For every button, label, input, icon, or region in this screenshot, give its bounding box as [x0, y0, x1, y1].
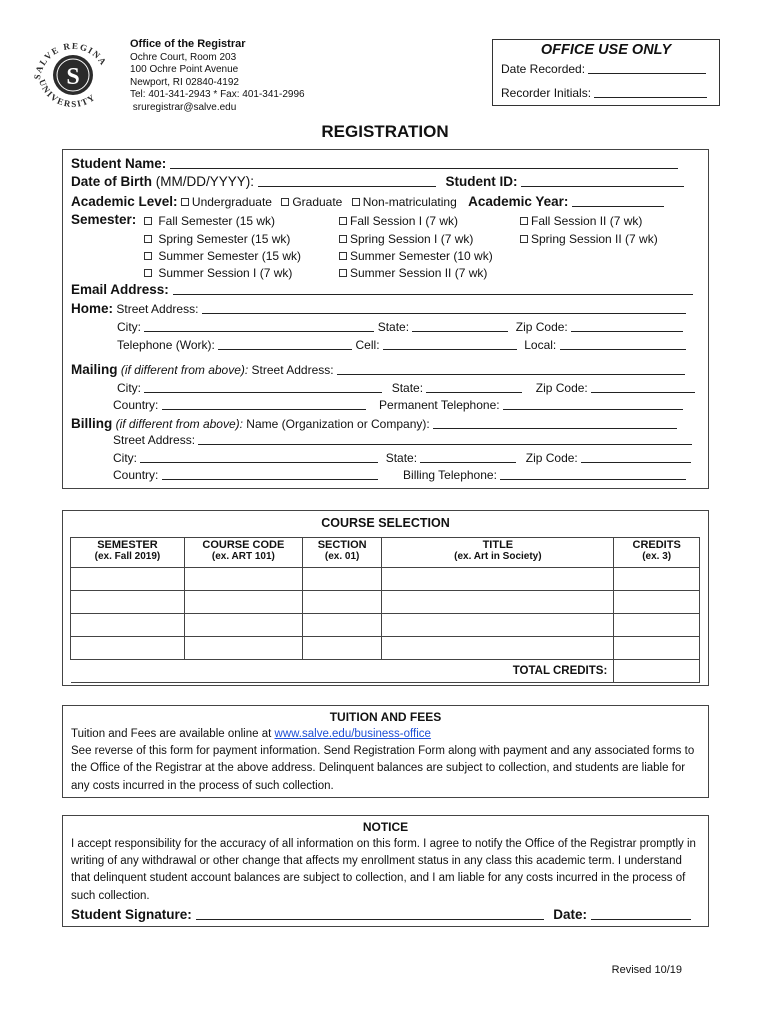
academic-year-field[interactable]	[572, 196, 664, 207]
semester-checkbox[interactable]	[339, 252, 347, 260]
mailing-country-field[interactable]	[162, 399, 366, 410]
course-code-cell[interactable]	[184, 614, 302, 637]
credits-cell[interactable]	[614, 568, 700, 591]
course-code-cell[interactable]	[184, 591, 302, 614]
semester-checkbox[interactable]	[520, 235, 528, 243]
billing-state-field[interactable]	[420, 452, 516, 463]
section-cell[interactable]	[302, 568, 382, 591]
mailing-label: Mailing	[71, 362, 118, 377]
course-selection-section	[62, 510, 709, 686]
mailing-street-field[interactable]	[337, 364, 685, 375]
form-title: REGISTRATION	[321, 122, 449, 141]
undergraduate-checkbox[interactable]	[181, 198, 189, 206]
semester-checkbox[interactable]	[339, 235, 347, 243]
title-cell[interactable]	[382, 568, 614, 591]
semester-checkbox[interactable]	[144, 252, 152, 260]
graduate-checkbox[interactable]	[281, 198, 289, 206]
billing-name-label: Name (Organization or Company):	[242, 417, 430, 431]
notice-heading: NOTICE	[362, 820, 409, 834]
tuition-line1: Tuition and Fees are available online at	[71, 728, 275, 740]
business-office-link[interactable]: www.salve.edu/business-office	[274, 728, 431, 740]
billing-telephone-label: Billing Telephone:	[403, 468, 497, 482]
semester-label: Semester:	[71, 212, 137, 227]
title-cell[interactable]	[382, 637, 614, 660]
student-signature-label: Student Signature:	[71, 906, 192, 922]
billing-city-field[interactable]	[140, 452, 378, 463]
semester-option-label: Summer Semester (10 wk)	[350, 249, 493, 263]
mailing-state-field[interactable]	[426, 382, 522, 393]
academic-level-label: Academic Level:	[71, 194, 178, 209]
course-table-header-row	[71, 538, 700, 568]
home-state-field[interactable]	[412, 321, 508, 332]
office-phone-line: Tel: 401-341-2943 * Fax: 401-341-2996	[130, 89, 305, 100]
semester-option-label: Fall Semester (15 wk)	[158, 214, 276, 228]
notice-body: I accept responsibility for the accuracy of all information on this form. I agree to notify the Office of the Registrar promptly in writing of any withdrawal or other change that affects my enrollment status in any class this academic term. I understand that delinquent student account balances are subject to collection, and I am liable for any costs incurred in the process of such collection.	[71, 838, 696, 902]
office-email: sruregistrar@salve.edu	[130, 101, 237, 113]
home-street-field[interactable]	[202, 303, 686, 314]
student-info-section	[62, 149, 709, 489]
office-address-line: Newport, RI 02840-4192	[130, 76, 239, 88]
home-label: Home:	[71, 301, 114, 316]
semester-checkbox[interactable]	[520, 217, 528, 225]
section-cell[interactable]	[302, 637, 382, 660]
column-header-course-code: COURSE CODE (ex. ART 101)	[184, 538, 302, 568]
university-seal-logo	[30, 32, 116, 118]
credits-cell[interactable]	[614, 637, 700, 660]
mailing-country-label: Country:	[113, 398, 159, 412]
graduate-label: Graduate	[292, 195, 343, 209]
billing-label: Billing	[71, 416, 113, 431]
office-use-heading: OFFICE USE ONLY	[540, 42, 672, 58]
mailing-city-label: City:	[117, 381, 141, 395]
semester-option-label: Fall Session I (7 wk)	[350, 214, 459, 228]
column-header-title: TITLE (ex. Art in Society)	[382, 538, 614, 568]
notice-section	[62, 815, 709, 927]
undergraduate-label: Undergraduate	[191, 195, 272, 209]
home-city-field[interactable]	[144, 321, 374, 332]
title-cell[interactable]	[382, 614, 614, 637]
billing-state-label: State:	[385, 451, 418, 465]
semester-option-label: Summer Session I (7 wk)	[158, 266, 293, 280]
column-header-section: SECTION (ex. 01)	[302, 538, 382, 568]
revision-date: Revised 10/19	[611, 964, 682, 976]
svg-text:UNIVERSITY: UNIVERSITY	[37, 77, 98, 110]
dob-format: (MM/DD/YYYY):	[152, 174, 255, 189]
total-credits-label: TOTAL CREDITS:	[71, 660, 614, 683]
home-zip-field[interactable]	[571, 321, 683, 332]
office-title: Office of the Registrar	[130, 38, 246, 50]
billing-name-field[interactable]	[433, 418, 677, 429]
semester-option-label: Spring Session I (7 wk)	[350, 232, 474, 246]
billing-zip-field[interactable]	[581, 452, 691, 463]
mailing-permanent-telephone-label: Permanent Telephone:	[379, 398, 500, 412]
semester-cell[interactable]	[71, 614, 185, 637]
office-use-only-box	[492, 39, 720, 106]
home-cell-field[interactable]	[383, 339, 517, 350]
semester-cell[interactable]	[71, 637, 185, 660]
credits-cell[interactable]	[614, 614, 700, 637]
semester-option-label: Spring Semester (15 wk)	[158, 232, 291, 246]
billing-qualifier: (if different from above):	[112, 417, 243, 431]
tuition-body: See reverse of this form for payment information. Send Registration Form along with payment and any associated forms to the Office of the Registrar at the above address. Delinquent balances are subject to collection, and students are liable for any costs incurred in the process of such collection.	[71, 745, 695, 792]
home-local-label: Local:	[524, 338, 557, 352]
tuition-heading: TUITION AND FEES	[329, 710, 442, 724]
registrar-contact-block	[130, 38, 305, 114]
mailing-street-label: Street Address:	[248, 363, 334, 377]
column-header-credits: CREDITS (ex. 3)	[614, 538, 700, 568]
column-header-semester: SEMESTER (ex. Fall 2019)	[71, 538, 185, 568]
total-credits-cell[interactable]	[614, 660, 700, 683]
mailing-zip-field[interactable]	[591, 382, 695, 393]
non-matriculating-checkbox[interactable]	[352, 198, 360, 206]
semester-cell[interactable]	[71, 568, 185, 591]
table-row	[71, 614, 700, 637]
signature-date-field[interactable]	[591, 907, 691, 920]
recorder-initials-field[interactable]	[594, 87, 707, 98]
svg-text:SALVE REGINA: SALVE REGINA	[32, 40, 110, 81]
semester-checkbox[interactable]	[144, 217, 152, 225]
office-address-line: Ochre Court, Room 203	[130, 51, 237, 63]
credits-cell[interactable]	[614, 591, 700, 614]
signature-date-label: Date:	[553, 906, 588, 922]
total-credits-row	[71, 660, 700, 683]
dob-label: Date of Birth	[71, 174, 152, 189]
office-address-line: 100 Ochre Point Avenue	[130, 64, 239, 75]
section-cell[interactable]	[302, 614, 382, 637]
non-matriculating-label: Non-matriculating	[362, 195, 457, 209]
semester-option-label: Fall Session II (7 wk)	[531, 214, 643, 228]
student-id-label: Student ID:	[445, 174, 518, 189]
course-code-cell[interactable]	[184, 637, 302, 660]
billing-zip-label: Zip Code:	[525, 451, 578, 465]
semester-checkbox[interactable]	[144, 235, 152, 243]
billing-street-field[interactable]	[198, 434, 692, 445]
table-row	[71, 568, 700, 591]
mailing-state-label: State:	[391, 381, 424, 395]
course-table	[70, 537, 700, 683]
billing-country-label: Country:	[113, 468, 159, 482]
mailing-zip-label: Zip Code:	[535, 381, 588, 395]
home-street-label: Street Address:	[116, 302, 199, 316]
email-field[interactable]	[173, 284, 693, 295]
academic-year-label: Academic Year:	[468, 194, 569, 209]
mailing-qualifier: (if different from above):	[117, 363, 249, 377]
home-telephone-work-field[interactable]	[218, 339, 352, 350]
table-row	[71, 591, 700, 614]
mailing-permanent-telephone-field[interactable]	[503, 399, 683, 410]
home-local-field[interactable]	[560, 339, 686, 350]
tuition-and-fees-section	[62, 705, 709, 798]
home-cell-label: Cell:	[355, 338, 380, 352]
dob-field[interactable]	[258, 176, 436, 187]
recorder-initials-label: Recorder Initials:	[501, 86, 592, 100]
home-city-label: City:	[117, 320, 141, 334]
title-cell[interactable]	[382, 591, 614, 614]
mailing-city-field[interactable]	[144, 382, 382, 393]
home-state-label: State:	[377, 320, 410, 334]
semester-checkbox[interactable]	[339, 269, 347, 277]
student-id-field[interactable]	[521, 176, 684, 187]
home-zip-label: Zip Code:	[515, 320, 568, 334]
semester-checkbox[interactable]	[339, 217, 347, 225]
billing-telephone-field[interactable]	[500, 469, 686, 480]
semester-option-label: Summer Semester (15 wk)	[158, 249, 302, 263]
home-telephone-work-label: Telephone (Work):	[117, 338, 215, 352]
student-signature-field[interactable]	[196, 907, 544, 920]
billing-city-label: City:	[113, 451, 137, 465]
billing-country-field[interactable]	[162, 469, 378, 480]
student-name-label: Student Name:	[71, 156, 167, 171]
email-label: Email Address:	[71, 282, 169, 297]
date-recorded-label: Date Recorded:	[501, 62, 586, 76]
student-name-field[interactable]	[170, 158, 678, 169]
semester-checkbox[interactable]	[144, 269, 152, 277]
date-recorded-field[interactable]	[588, 63, 706, 74]
course-code-cell[interactable]	[184, 568, 302, 591]
billing-street-label: Street Address:	[113, 433, 196, 447]
svg-text:S: S	[66, 64, 80, 90]
semester-option-label: Spring Session II (7 wk)	[531, 232, 658, 246]
semester-option-label: Summer Session II (7 wk)	[350, 266, 488, 280]
semester-cell[interactable]	[71, 591, 185, 614]
course-selection-heading: COURSE SELECTION	[321, 516, 450, 530]
section-cell[interactable]	[302, 591, 382, 614]
table-row	[71, 637, 700, 660]
